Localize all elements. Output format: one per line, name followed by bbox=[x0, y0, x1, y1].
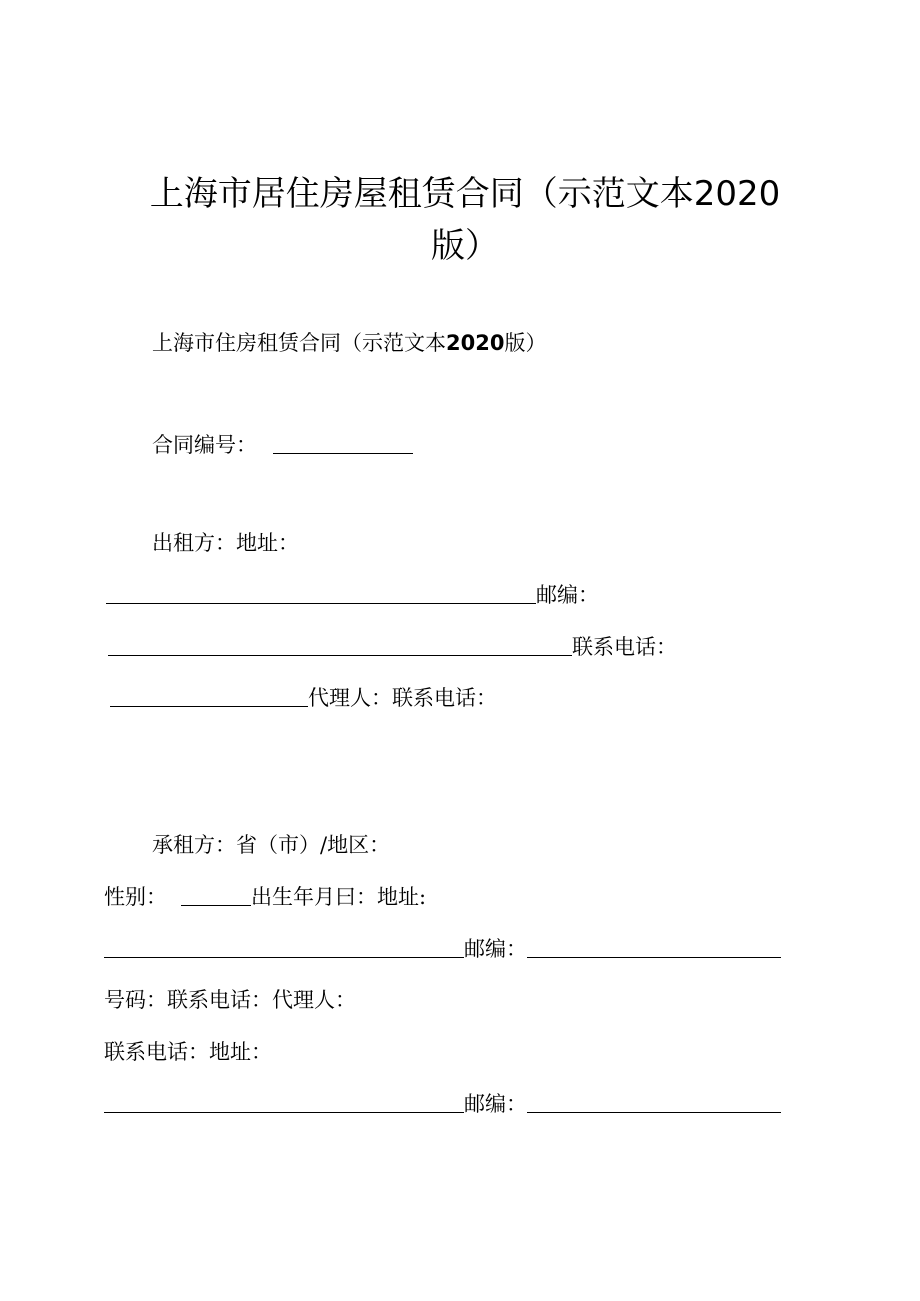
contract-number-blank[interactable] bbox=[273, 453, 413, 454]
subtitle-prefix: 上海市住房租赁合同（示范文本 bbox=[152, 331, 446, 355]
lessor-postcode-row bbox=[106, 580, 599, 610]
lessee-agent-postcode-blank[interactable] bbox=[527, 1112, 781, 1113]
lessee-gender-blank[interactable] bbox=[181, 905, 251, 906]
contract-number-row bbox=[152, 430, 413, 460]
title-line-1: 上海市居住房屋租赁合同（示范文本2020 bbox=[149, 174, 781, 214]
lessee-agent-phone-row bbox=[104, 1037, 272, 1067]
title-line-2: 版） bbox=[431, 226, 499, 266]
lessor-address-row bbox=[152, 528, 299, 558]
lessor-postcode-blank[interactable] bbox=[108, 655, 572, 656]
lessee-birth-address-label: 出生年月曰：地址: bbox=[251, 885, 427, 909]
lessor-postcode-label: 邮编： bbox=[536, 583, 599, 607]
lessor-address-blank[interactable] bbox=[106, 603, 536, 604]
lessee-postcode-blank[interactable] bbox=[527, 957, 781, 958]
lessee-region-label: 承租方：省（市）/地区： bbox=[152, 833, 391, 857]
subtitle-year: 2020 bbox=[446, 331, 505, 355]
lessee-agent-postcode-row bbox=[104, 1089, 781, 1119]
lessor-phone-blank[interactable] bbox=[110, 706, 308, 707]
lessee-address-blank[interactable] bbox=[104, 957, 464, 958]
lessee-postcode-label-2: 邮编： bbox=[464, 1092, 527, 1116]
document-title bbox=[120, 168, 810, 272]
lessee-gender-label: 性别： bbox=[104, 885, 167, 909]
lessee-number-row bbox=[104, 985, 356, 1015]
lessee-postcode-row bbox=[104, 934, 781, 964]
lessor-agent-row bbox=[110, 683, 497, 713]
contract-number-label: 合同编号： bbox=[152, 433, 257, 457]
lessee-region-row bbox=[152, 830, 390, 860]
lessor-phone-row bbox=[108, 632, 677, 662]
lessee-number-line: 号码：联系电话：代理人： bbox=[104, 988, 356, 1012]
lessor-address-label: 出租方：地址： bbox=[152, 531, 299, 555]
lessee-postcode-label: 邮编： bbox=[464, 937, 527, 961]
lessee-gender-row bbox=[104, 882, 426, 912]
lessor-phone-label: 联系电话： bbox=[572, 635, 677, 659]
lessee-phone-address-line: 联系电话：地址： bbox=[104, 1040, 272, 1064]
subtitle-suffix: 版） bbox=[504, 331, 547, 355]
lessor-agent-phone-label: 代理人：联系电话： bbox=[308, 686, 497, 710]
lessee-agent-address-blank[interactable] bbox=[104, 1112, 464, 1113]
subtitle bbox=[152, 328, 546, 358]
